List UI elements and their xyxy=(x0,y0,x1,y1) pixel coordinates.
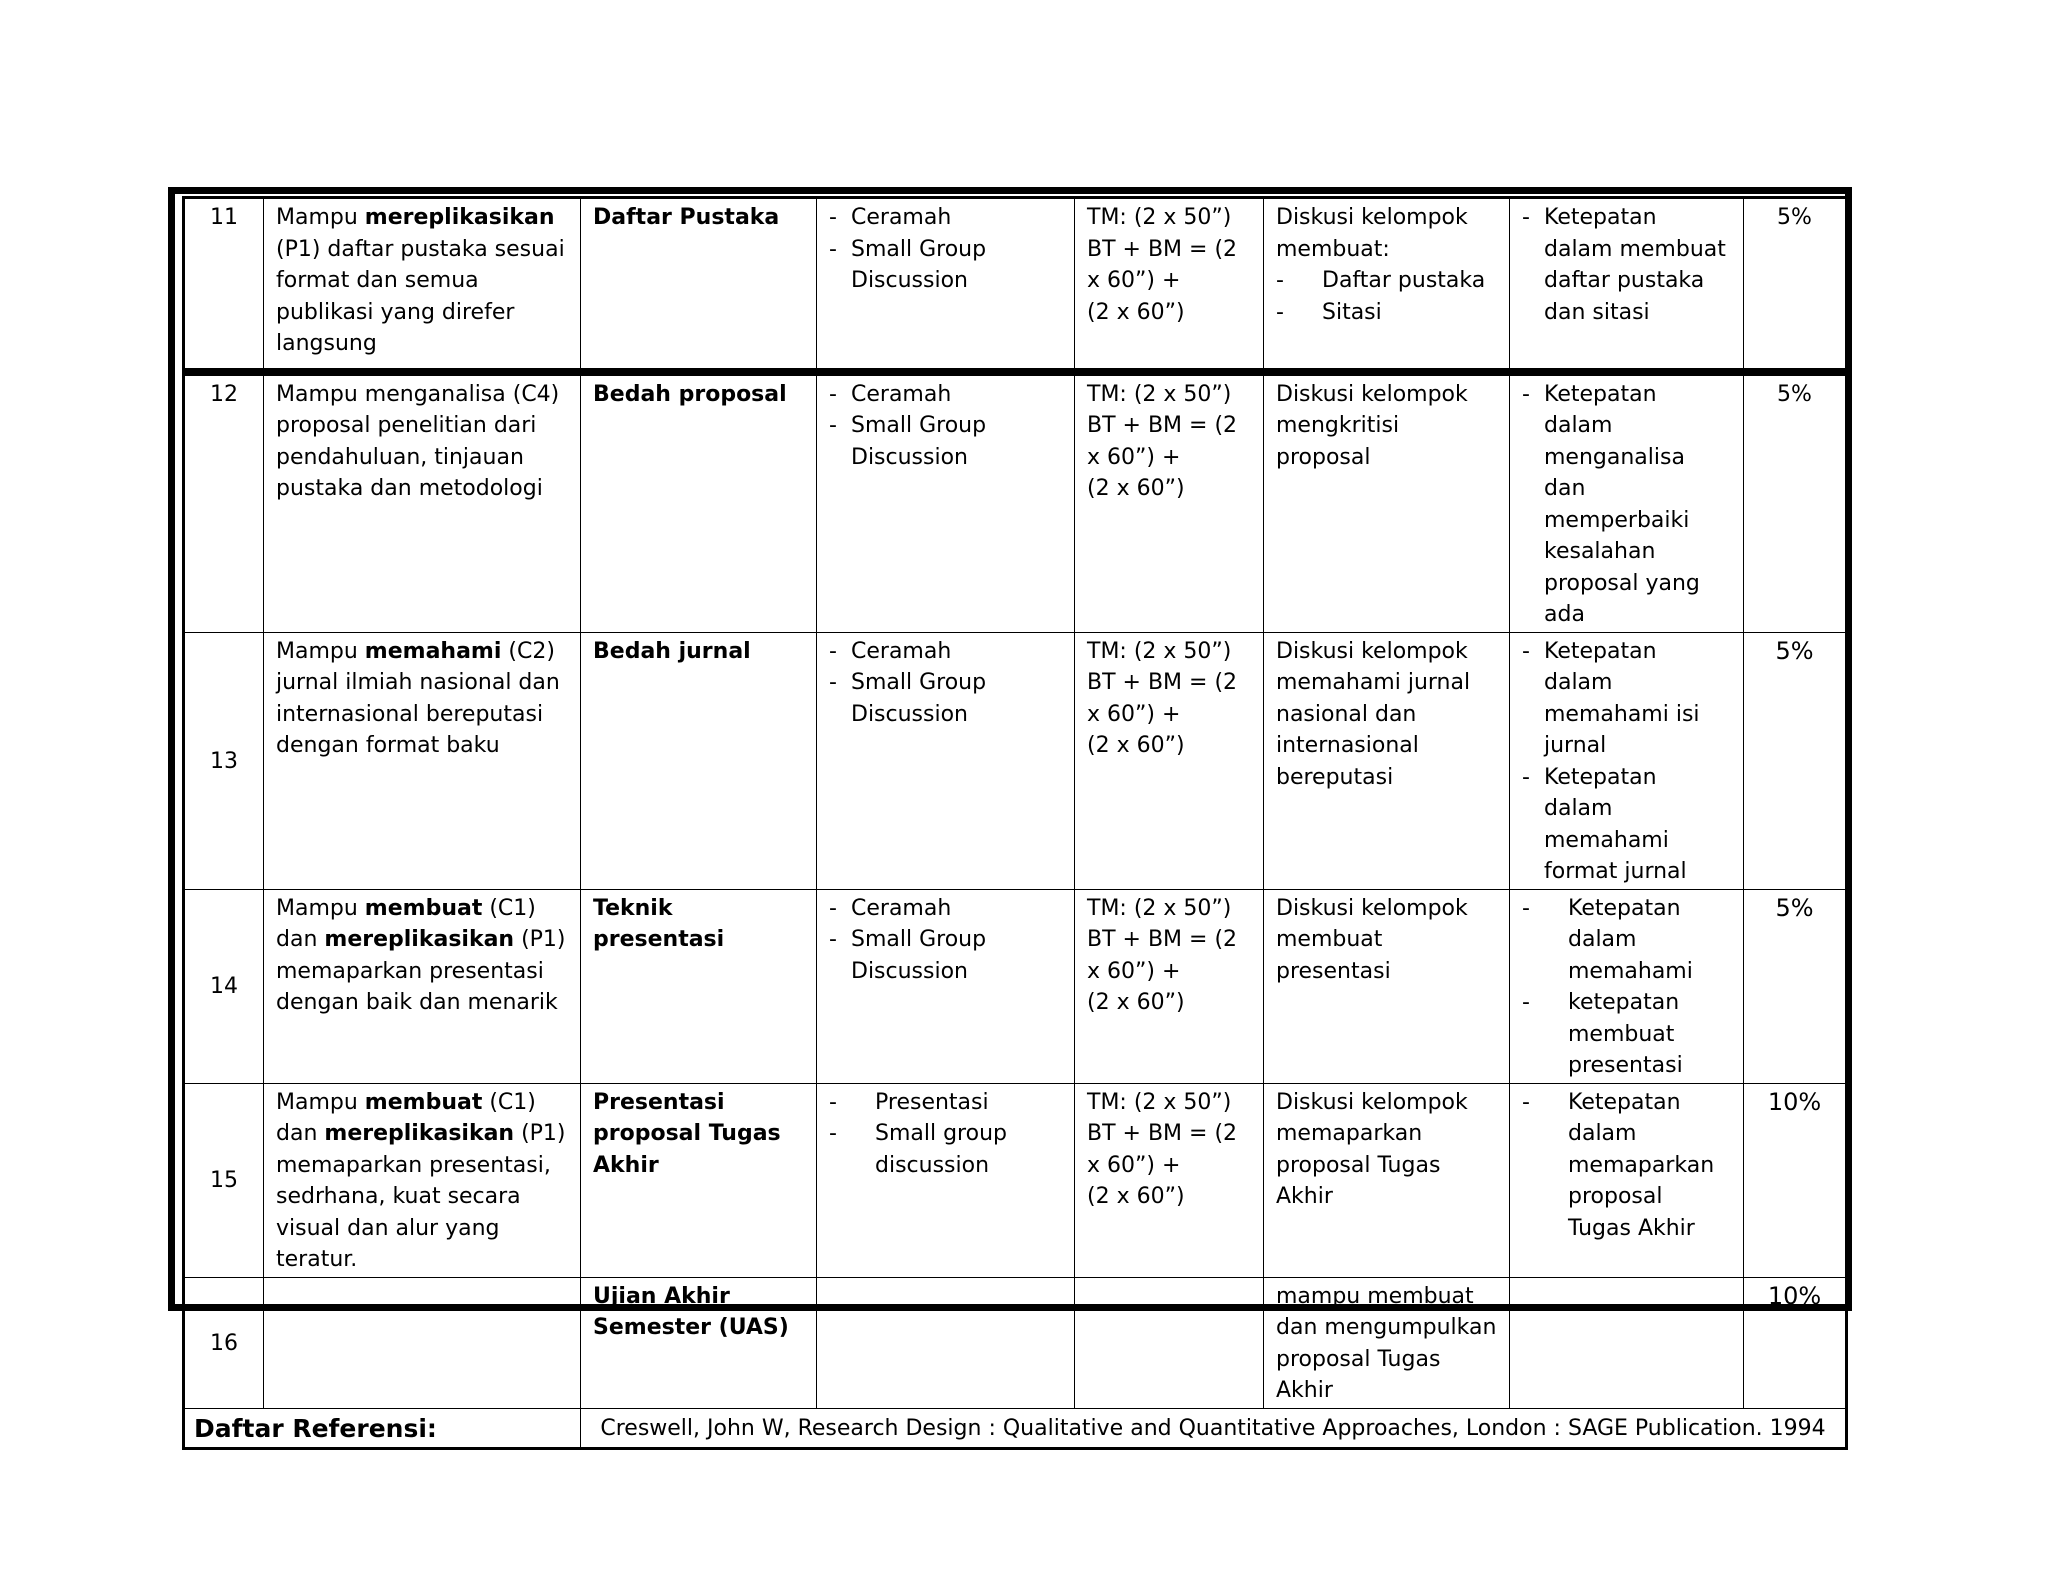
dash-marker: - xyxy=(1276,299,1284,325)
pengalaman-cell xyxy=(1264,1083,1510,1277)
dash-marker: - xyxy=(1522,764,1530,790)
bobot-cell: 5% xyxy=(1744,372,1847,633)
cpmk-text: (P1) daftar pustaka sesuai format dan semua publikasi yang direfer langsung xyxy=(276,236,565,356)
indikator-text: Ketepatan dalam memahami format jurnal xyxy=(1544,764,1687,884)
dash-marker: - xyxy=(1522,381,1530,407)
metode-item xyxy=(829,234,1062,297)
cpmk-text: (P1) memaparkan presentasi, sedrhana, kuat secara visual dan alur yang teratur. xyxy=(276,1121,566,1272)
materi-cell: Ujian Akhir Semester (UAS) xyxy=(581,1277,817,1408)
dash-marker: - xyxy=(1522,895,1530,921)
pengalaman-text: Diskusi kelompok membuat presentasi xyxy=(1276,895,1468,984)
indikator-item xyxy=(1522,762,1731,888)
table-row xyxy=(184,198,1847,372)
pengalaman-cell xyxy=(1264,632,1510,889)
metode-text: Ceramah xyxy=(851,205,952,230)
metode-text: Ceramah xyxy=(851,895,952,921)
metode-item xyxy=(829,1087,1062,1119)
waktu-line: BT + BM = (2 x 60”) + xyxy=(1087,1121,1238,1178)
row-number: 14 xyxy=(184,889,264,1083)
cpmk-text: (P1) memaparkan presentasi dengan baik dan menarik xyxy=(276,927,566,1015)
waktu-cell xyxy=(1075,372,1264,633)
dash-marker: - xyxy=(829,1121,837,1146)
waktu-line: TM: (2 x 50”) xyxy=(1087,381,1232,407)
dash-marker: - xyxy=(829,670,837,695)
pengalaman-cell xyxy=(1264,198,1510,372)
dash-marker: - xyxy=(1522,638,1530,664)
cpmk-text: (C1) dan xyxy=(276,1089,536,1146)
dash-marker: - xyxy=(829,205,837,230)
waktu-line: BT + BM = (2 x 60”) + xyxy=(1087,670,1238,727)
pengalaman-cell xyxy=(1264,889,1510,1083)
dash-marker: - xyxy=(829,236,837,262)
rps-table-frame xyxy=(168,187,1852,1443)
indikator-text: ketepatan membuat presentasi xyxy=(1568,990,1683,1078)
metode-item xyxy=(829,924,1062,987)
metode-text: Small group discussion xyxy=(875,1121,1007,1178)
metode-text: Small Group Discussion xyxy=(851,413,987,470)
cpmk-cell xyxy=(264,632,581,889)
pengalaman-text: Daftar pustaka xyxy=(1322,268,1486,293)
table-row xyxy=(184,632,1847,889)
indikator-text: Ketepatan dalam menganalisa dan memperbaiki kesalahan proposal yang ada xyxy=(1544,381,1700,627)
metode-item xyxy=(829,379,1062,411)
pengalaman-cell xyxy=(1264,372,1510,633)
cpmk-keyword: memahami xyxy=(364,638,502,664)
indikator-text: Ketepatan dalam memahami isi jurnal xyxy=(1544,638,1700,758)
row-number: 15 xyxy=(184,1083,264,1277)
waktu-cell xyxy=(1075,889,1264,1083)
waktu-line: BT + BM = (2 x 60”) + xyxy=(1087,413,1238,470)
indikator-cell xyxy=(1510,372,1744,633)
cpmk-cell xyxy=(264,1083,581,1277)
indikator-item xyxy=(1522,1087,1731,1245)
waktu-line: (2 x 60”) xyxy=(1087,990,1185,1015)
referensi-label: Daftar Referensi: xyxy=(184,1408,581,1448)
cpmk-keyword: membuat xyxy=(364,895,483,921)
pengalaman-item xyxy=(1276,297,1497,329)
waktu-line: TM: (2 x 50”) xyxy=(1087,205,1232,230)
cpmk-cell xyxy=(264,372,581,633)
waktu-cell xyxy=(1075,1083,1264,1277)
metode-item xyxy=(829,410,1062,473)
cpmk-cell xyxy=(264,198,581,372)
rps-table xyxy=(182,196,1848,1450)
materi-cell: Bedah proposal xyxy=(581,372,817,633)
waktu-line: (2 x 60”) xyxy=(1087,733,1185,758)
waktu-cell xyxy=(1075,632,1264,889)
indikator-item xyxy=(1522,987,1731,1082)
indikator-item xyxy=(1522,379,1731,631)
metode-text: Small Group Discussion xyxy=(851,236,987,293)
cpmk-keyword: membuat xyxy=(364,1089,483,1115)
materi-cell: Teknik presentasi xyxy=(581,889,817,1083)
bobot-cell: 5% xyxy=(1744,889,1847,1083)
indikator-cell xyxy=(1510,889,1744,1083)
metode-text: Ceramah xyxy=(851,638,952,664)
waktu-line: BT + BM = (2 x 60”) + xyxy=(1087,927,1238,984)
dash-marker: - xyxy=(1522,1089,1530,1115)
metode-item xyxy=(829,1118,1062,1181)
waktu-line: TM: (2 x 50”) xyxy=(1087,895,1232,921)
table-row xyxy=(184,889,1847,1083)
dash-marker: - xyxy=(829,381,837,407)
cpmk-keyword: mereplikasikan xyxy=(324,1121,515,1146)
indikator-item xyxy=(1522,636,1731,762)
cpmk-text: (C2) jurnal ilmiah nasional dan internasional bereputasi dengan format baku xyxy=(276,638,560,758)
metode-item xyxy=(829,667,1062,730)
pengalaman-cell xyxy=(1264,1277,1510,1408)
dash-marker: - xyxy=(829,638,837,664)
indikator-text: Ketepatan dalam memaparkan proposal Tugas Akhir xyxy=(1568,1089,1715,1241)
indikator-text: Ketepatan dalam membuat daftar pustaka dan sitasi xyxy=(1544,205,1726,325)
waktu-line: (2 x 60”) xyxy=(1087,299,1185,325)
cpmk-text: Mampu xyxy=(276,638,365,664)
cpmk-keyword: mereplikasikan xyxy=(324,927,515,952)
waktu-line: (2 x 60”) xyxy=(1087,1184,1185,1209)
cpmk-cell xyxy=(264,889,581,1083)
waktu-line: (2 x 60”) xyxy=(1087,476,1185,501)
cpmk-text: Mampu xyxy=(276,205,365,230)
metode-cell xyxy=(817,198,1075,372)
bobot-cell: 5% xyxy=(1744,632,1847,889)
materi-cell: Presentasi proposal Tugas Akhir xyxy=(581,1083,817,1277)
metode-item xyxy=(829,202,1062,234)
waktu-line: TM: (2 x 50”) xyxy=(1087,638,1232,664)
waktu-cell xyxy=(1075,1277,1264,1408)
metode-item xyxy=(829,893,1062,925)
metode-text: Small Group Discussion xyxy=(851,927,987,984)
pengalaman-text: Diskusi kelompok memaparkan proposal Tugas Akhir xyxy=(1276,1089,1468,1209)
metode-text: Small Group Discussion xyxy=(851,670,987,727)
row-number: 16 xyxy=(184,1277,264,1408)
metode-cell xyxy=(817,889,1075,1083)
dash-marker: - xyxy=(1522,990,1530,1015)
bobot-cell: 10% xyxy=(1744,1277,1847,1408)
cpmk-text: Mampu xyxy=(276,895,365,921)
indikator-cell xyxy=(1510,198,1744,372)
waktu-line: BT + BM = (2 x 60”) + xyxy=(1087,236,1238,293)
metode-item xyxy=(829,636,1062,668)
pengalaman-text: mampu membuat dan mengumpulkan proposal Tugas Akhir xyxy=(1276,1283,1497,1403)
metode-cell xyxy=(817,1277,1075,1408)
dash-marker: - xyxy=(1276,268,1284,293)
materi-cell: Bedah jurnal xyxy=(581,632,817,889)
table-row xyxy=(184,1083,1847,1277)
table-row xyxy=(184,372,1847,633)
bobot-cell: 5% xyxy=(1744,198,1847,372)
indikator-item xyxy=(1522,893,1731,988)
pengalaman-text: Sitasi xyxy=(1322,299,1382,325)
metode-text: Presentasi xyxy=(875,1089,989,1115)
indikator-item xyxy=(1522,202,1731,328)
waktu-line: TM: (2 x 50”) xyxy=(1087,1089,1232,1115)
bobot-cell: 10% xyxy=(1744,1083,1847,1277)
dash-marker: - xyxy=(829,413,837,438)
cpmk-text: Mampu menganalisa (C4) proposal penelitian dari pendahuluan, tinjauan pustaka dan metodologi xyxy=(276,381,560,501)
referensi-text: Creswell, John W, Research Design : Qualitative and Quantitative Approaches, London : SAGE Publication. 1994 xyxy=(581,1408,1847,1448)
table-row xyxy=(184,1277,1847,1408)
waktu-cell xyxy=(1075,198,1264,372)
metode-cell xyxy=(817,372,1075,633)
indikator-cell xyxy=(1510,1083,1744,1277)
cpmk-text: Mampu xyxy=(276,1089,365,1115)
metode-cell xyxy=(817,632,1075,889)
pengalaman-text: Diskusi kelompok memahami jurnal nasional dan internasional bereputasi xyxy=(1276,638,1471,790)
dash-marker: - xyxy=(1522,205,1530,230)
referensi-row xyxy=(184,1408,1847,1448)
dash-marker: - xyxy=(829,1089,837,1115)
row-number: 12 xyxy=(184,372,264,633)
pengalaman-text: Diskusi kelompok membuat: xyxy=(1276,205,1468,262)
cpmk-cell xyxy=(264,1277,581,1408)
indikator-cell xyxy=(1510,632,1744,889)
metode-text: Ceramah xyxy=(851,381,952,407)
row-number: 13 xyxy=(184,632,264,889)
pengalaman-text: Diskusi kelompok mengkritisi proposal xyxy=(1276,381,1468,470)
cpmk-text: (C1) dan xyxy=(276,895,536,952)
row-number: 11 xyxy=(184,198,264,372)
pengalaman-item xyxy=(1276,265,1497,297)
indikator-text: Ketepatan dalam memahami xyxy=(1568,895,1693,984)
indikator-cell xyxy=(1510,1277,1744,1408)
dash-marker: - xyxy=(829,895,837,921)
metode-cell xyxy=(817,1083,1075,1277)
dash-marker: - xyxy=(829,927,837,952)
materi-cell: Daftar Pustaka xyxy=(581,198,817,372)
cpmk-keyword: mereplikasikan xyxy=(364,205,555,230)
